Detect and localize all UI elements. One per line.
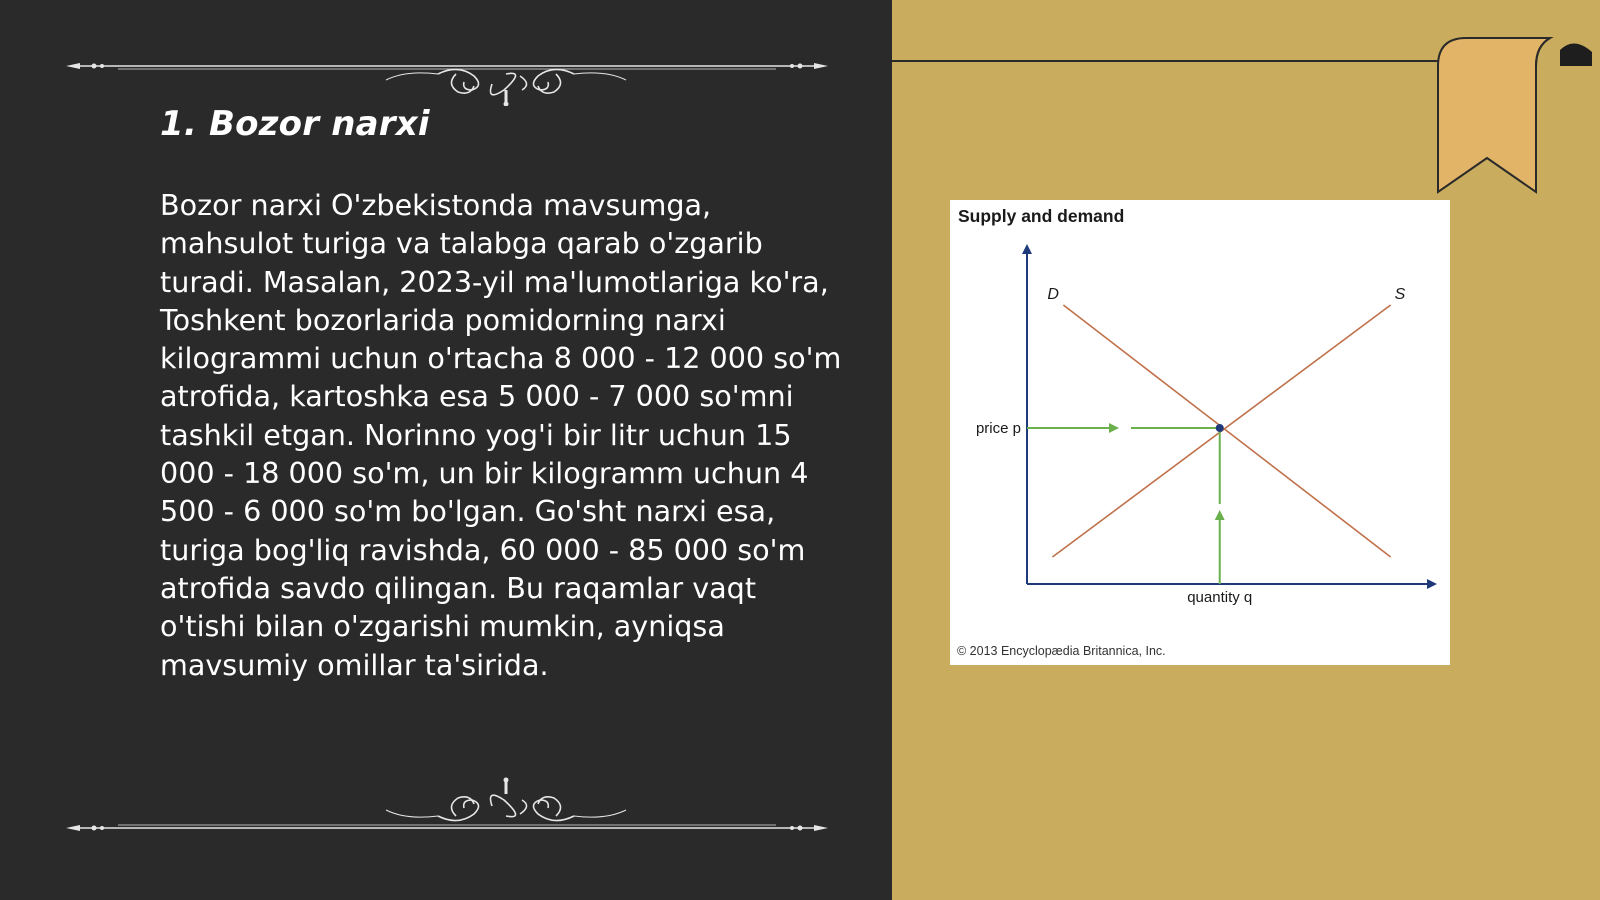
slide-title: 1. Bozor narxi bbox=[160, 104, 430, 144]
chart-title: Supply and demand bbox=[958, 206, 1125, 226]
ornament-bottom bbox=[66, 776, 828, 836]
equilibrium-point bbox=[1216, 424, 1224, 432]
curve-label-s: S bbox=[1394, 286, 1406, 303]
supply-demand-figure bbox=[950, 200, 1450, 665]
curve-label-d: D bbox=[1047, 286, 1059, 303]
y-axis-arrowhead bbox=[1022, 244, 1032, 254]
slide-body-text: Bozor narxi O'zbekistonda mavsumga, mahsulot turiga va talabga qarab o'zgarib turadi. Masalan, 2023-yil ma'lumotlariga ko'ra, Toshkent bozorlarida pomidorning narxi kilogrammi uchun o'rtacha 8 000 - 12 000 so'm atrofida, kartoshka esa 5 000 - 7 000 so'mni tashkil etgan. Norinno yog'i bir litr uchun 15 000 - 18 000 so'm, un bir kilogramm uchun 4 500 - 6 000 so'm bo'lgan. Go'sht narxi esa, turiga bog'liq ravishda, 60 000 - 85 000 so'm atrofida savdo qilingan. Bu raqamlar vaqt o'tishi bilan o'zgarishi mumkin, ayniqsa mavsumiy omillar ta'sirida. bbox=[160, 188, 842, 682]
ornament-top bbox=[66, 46, 828, 106]
bookmark-ribbon bbox=[1432, 36, 1592, 201]
chart-plot bbox=[950, 200, 1450, 665]
header-rule bbox=[892, 60, 1440, 62]
chart-credit: © 2013 Encyclopædia Britannica, Inc. bbox=[957, 644, 1166, 658]
y-axis-label: price p bbox=[975, 420, 1021, 437]
price-arrow-head bbox=[1109, 423, 1119, 433]
x-axis-arrowhead bbox=[1427, 579, 1437, 589]
x-axis-label: quantity q bbox=[1187, 589, 1253, 606]
quantity-arrow-head bbox=[1215, 510, 1225, 520]
